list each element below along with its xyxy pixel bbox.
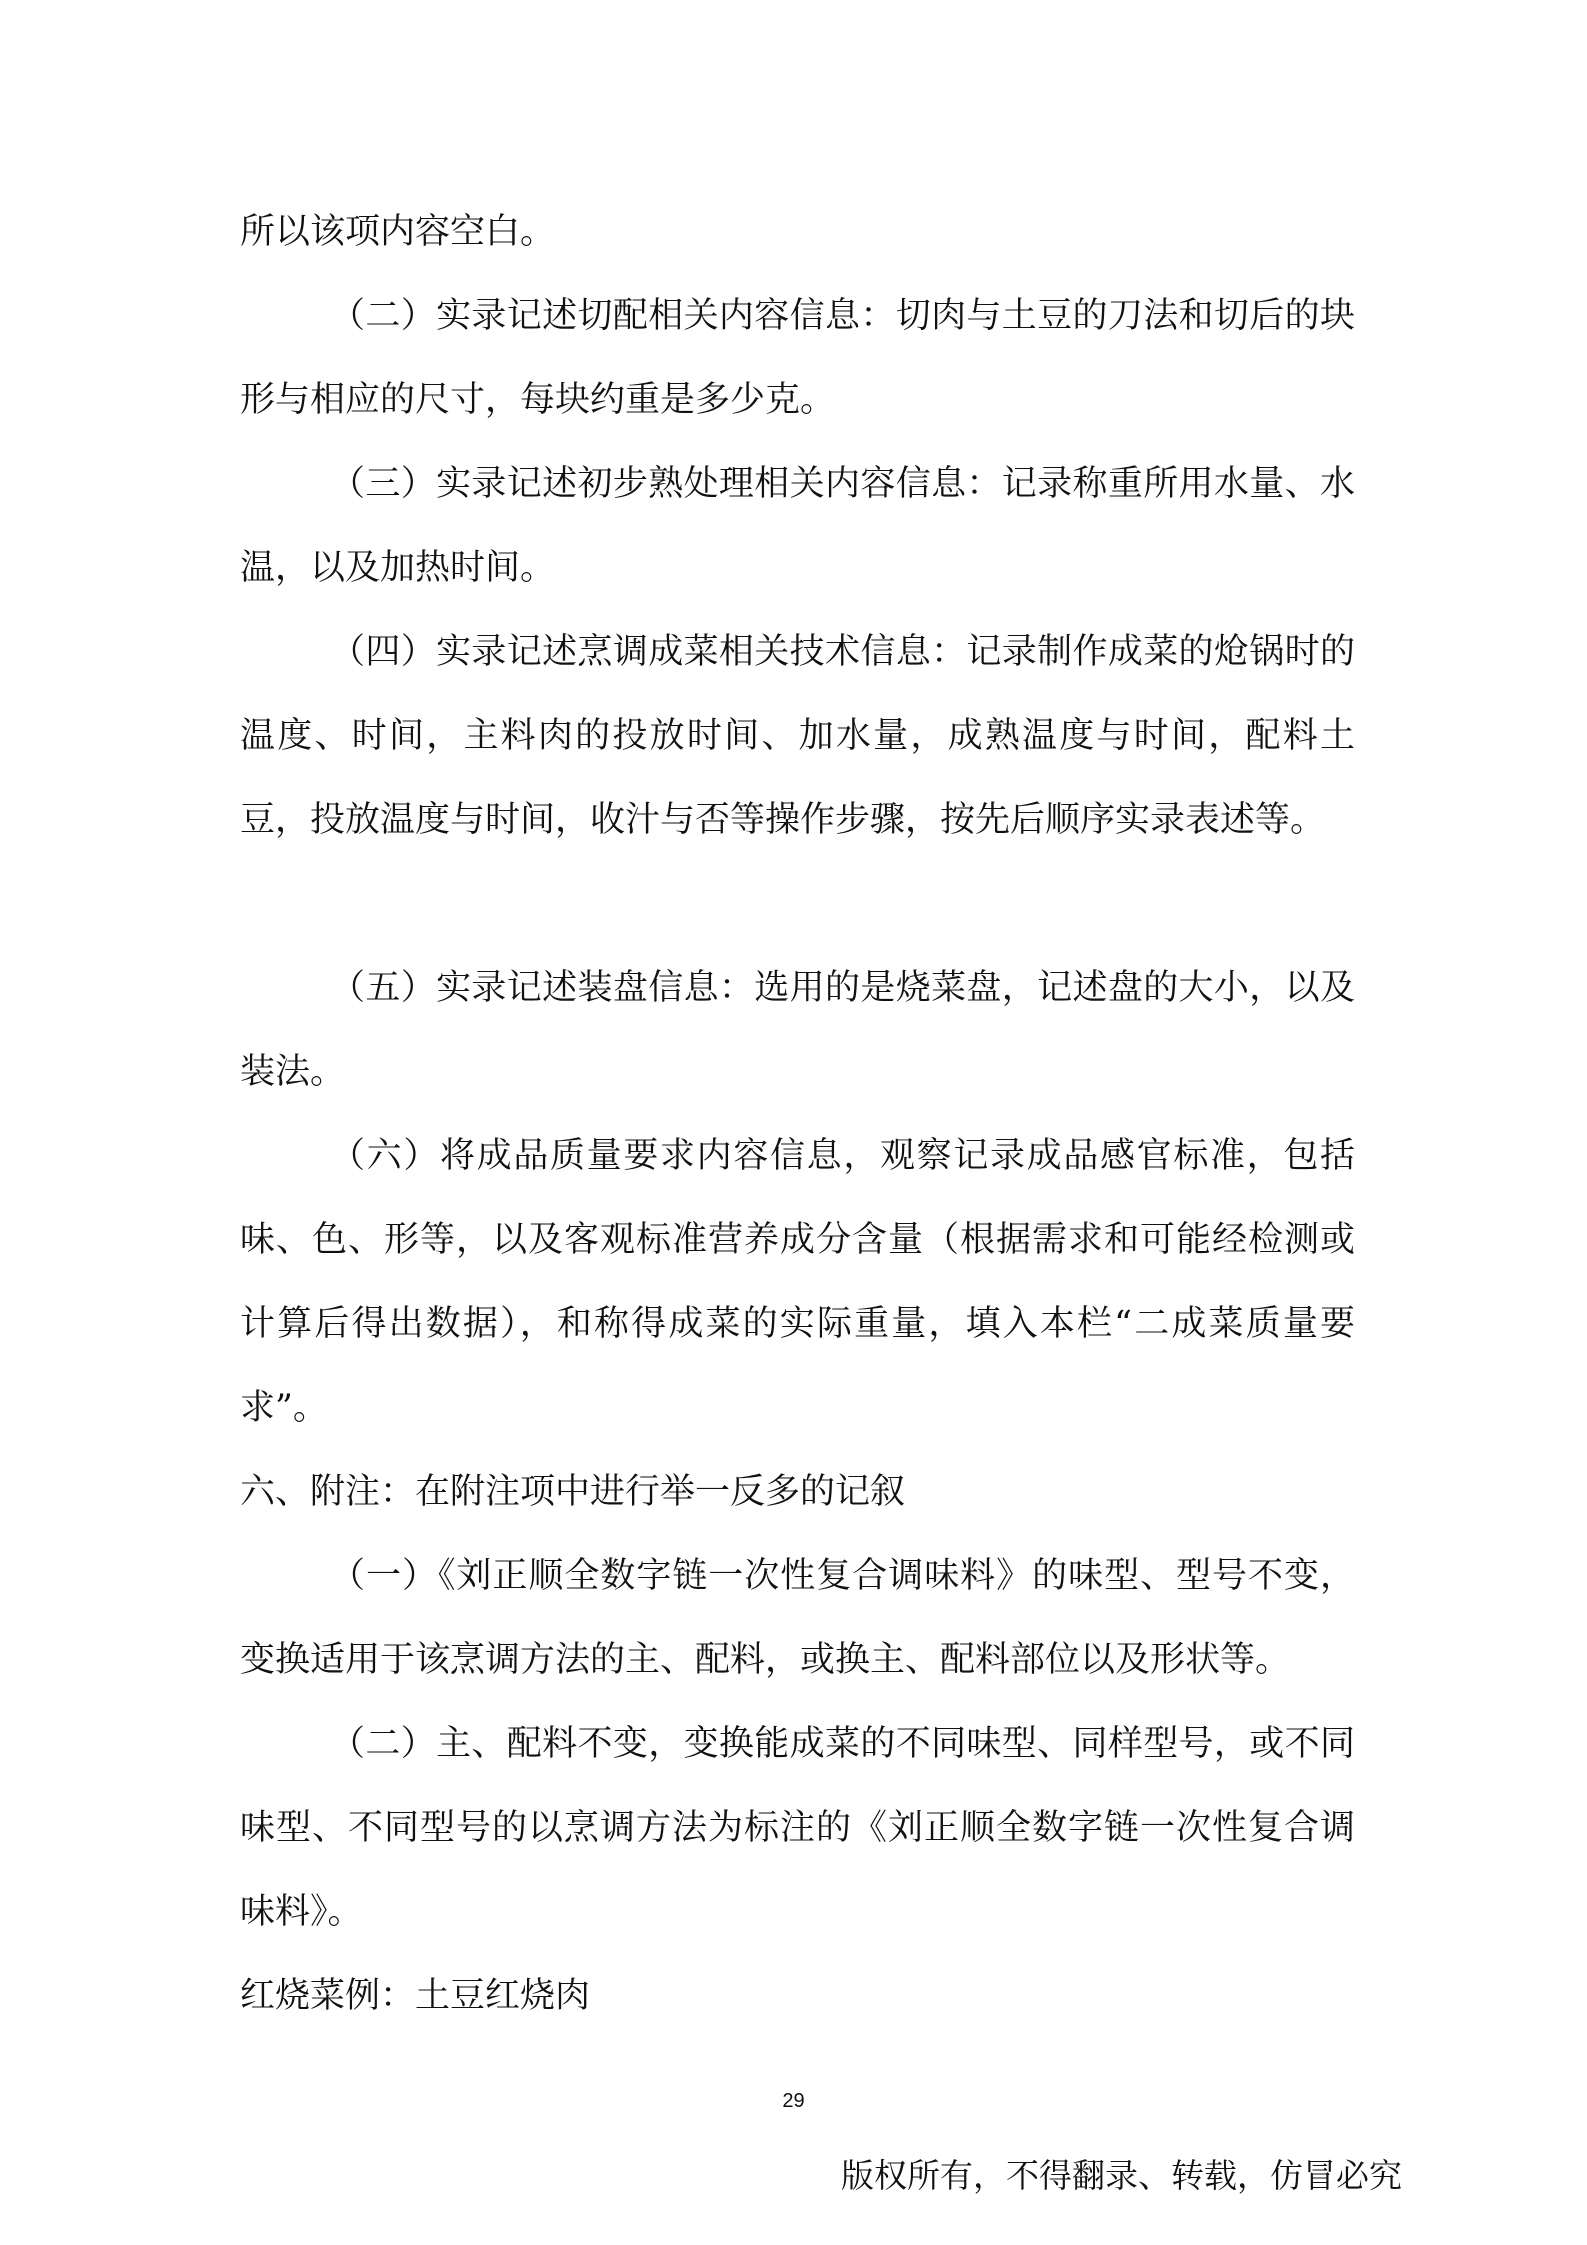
page-number: 29 bbox=[782, 2090, 805, 2112]
paragraph-item-3: （三）实录记述初步熟处理相关内容信息：记录称重所用水量、水温，以及加热时间。 bbox=[240, 464, 1355, 588]
dish-example: 红烧菜例：土豆红烧肉 bbox=[240, 1976, 591, 2016]
paragraph-item-2: （二）实录记述切配相关内容信息：切肉与土豆的刀法和切后的块形与相应的尺寸，每块约重是多少克。 bbox=[240, 296, 1355, 420]
annotation-item-2: （二）主、配料不变，变换能成菜的不同味型、同样型号，或不同味型、不同型号的以烹调方法为标注的《刘正顺全数字链一次性复合调味料》。 bbox=[240, 1724, 1355, 1932]
paragraph-item-4: （四）实录记述烹调成菜相关技术信息：记录制作成菜的炝锅时的温度、时间，主料肉的投放时间、加水量，成熟温度与时间，配料土豆，投放温度与时间，收汁与否等操作步骤，按先后顺序实录表述等。 bbox=[240, 632, 1355, 840]
paragraph-continuation: 所以该项内容空白。 bbox=[240, 212, 556, 252]
annotation-item-1: （一）《刘正顺全数字链一次性复合调味料》的味型、型号不变，变换适用于该烹调方法的主、配料，或换主、配料部位以及形状等。 bbox=[240, 1556, 1355, 1680]
copyright-footer: 版权所有，不得翻录、转载，仿冒必究 bbox=[841, 2156, 1402, 2195]
paragraph-item-5: （五）实录记述装盘信息：选用的是烧菜盘，记述盘的大小，以及装法。 bbox=[240, 968, 1355, 1092]
section-heading-annotation: 六、附注：在附注项中进行举一反多的记叙 bbox=[240, 1472, 906, 1512]
paragraph-item-6: （六）将成品质量要求内容信息，观察记录成品感官标准，包括味、色、形等，以及客观标准营养成分含量（根据需求和可能经检测或计算后得出数据），和称得成菜的实际重量，填入本栏“二成菜质量要求”。 bbox=[240, 1136, 1355, 1428]
